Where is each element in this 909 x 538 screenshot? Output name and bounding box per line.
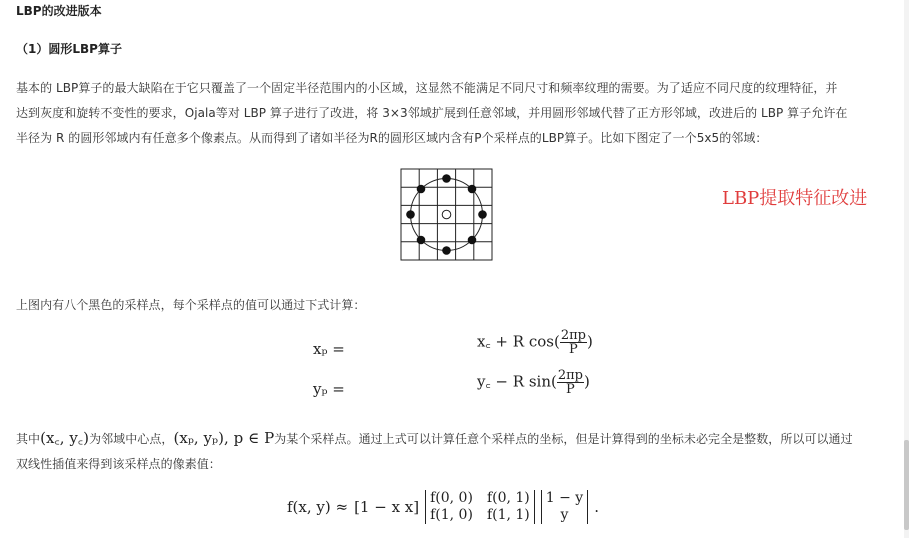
bilinear-formula <box>287 490 599 524</box>
sample-point <box>417 185 426 194</box>
fraction-denominator: P <box>569 342 578 357</box>
explanation-line-2: 双线性插值来得到该采样点的像素值： <box>16 457 221 471</box>
fraction <box>557 369 584 396</box>
sampling-sentence: 上图内有八个黑色的采样点，每个采样点的值可以通过下式计算： <box>16 298 366 312</box>
subsection-heading: （1）圆形LBP算子 <box>16 42 122 56</box>
explanation-mid-2: 为某个采样点。通过上式可以计算任意个采样点的坐标，但是计算得到的坐标未必完全是整数，所以可以通过 <box>274 432 853 446</box>
column-vector <box>541 490 588 524</box>
matrix-cell: f(0, 0) <box>430 490 473 506</box>
sample-point <box>478 210 487 219</box>
matrix-cell: f(1, 1) <box>486 507 530 523</box>
explanation-line-1 <box>16 428 853 448</box>
yp-rhs <box>477 369 590 396</box>
explanation-mid-1: 为邻域中心点， <box>89 432 174 446</box>
xp-lhs: xₚ = <box>313 340 345 358</box>
center-point <box>442 210 451 219</box>
sample-point <box>468 185 477 194</box>
fraction-numerator: 2πp <box>557 368 583 383</box>
close-paren: ) <box>586 332 593 351</box>
center-coordinate-math: (x꜀, y꜀) <box>40 429 90 447</box>
fraction-denominator: P <box>566 382 575 397</box>
sample-point <box>417 236 426 245</box>
formula-period: . <box>594 498 599 516</box>
sample-point <box>468 236 477 245</box>
weight-matrix <box>425 490 535 524</box>
sample-point <box>406 210 415 219</box>
row-vector: [1 − x x] <box>354 498 420 516</box>
matrix-row <box>430 507 530 524</box>
close-paren: ) <box>583 372 590 391</box>
yp-lhs: yₚ = <box>313 380 345 398</box>
section-heading: LBP的改进版本 <box>16 4 102 18</box>
circular-neighborhood-diagram <box>400 168 494 262</box>
intro-line-2: 达到灰度和旋转不变性的要求，Ojala等对 LBP 算子进行了改进，将 3×3邻域扩展到任意邻域，并用圆形邻域代替了正方形邻域，改进后的 LBP 算子允许在 <box>16 106 848 120</box>
vector-cell: y <box>560 507 569 523</box>
sample-point <box>442 246 451 255</box>
fraction-numerator: 2πp <box>560 328 586 343</box>
fraction <box>560 329 587 356</box>
intro-line-1: 基本的 LBP算子的最大缺陷在于它只覆盖了一个固定半径范围内的小区域，这显然不能满足不同尺寸和频率纹理的需要。为了适应不同尺度的纹理特征，并 <box>16 81 838 95</box>
bilinear-lhs: f(x, y) ≈ <box>287 498 349 516</box>
yp-rhs-term: y꜀ − R sin( <box>477 372 557 391</box>
intro-line-3: 半径为 R 的圆形邻域内有任意多个像素点。从而得到了诸如半径为R的圆形区域内含有P个采样点的LBP算子。比如下图定了一个5x5的邻域： <box>16 131 768 145</box>
sample-point-math: (xₚ, yₚ), p ∈ P <box>173 429 275 447</box>
vector-cell: 1 − y <box>545 490 584 506</box>
annotation-note: LBP提取特征改进 <box>722 188 868 209</box>
xp-rhs <box>477 329 593 356</box>
matrix-row <box>430 490 530 507</box>
explanation-prefix: 其中 <box>16 432 41 446</box>
matrix-cell: f(1, 0) <box>430 507 473 523</box>
sample-point <box>442 174 451 183</box>
matrix-cell: f(0, 1) <box>486 490 530 506</box>
xp-rhs-term: x꜀ + R cos( <box>477 332 560 351</box>
scrollbar-thumb[interactable] <box>904 440 909 530</box>
